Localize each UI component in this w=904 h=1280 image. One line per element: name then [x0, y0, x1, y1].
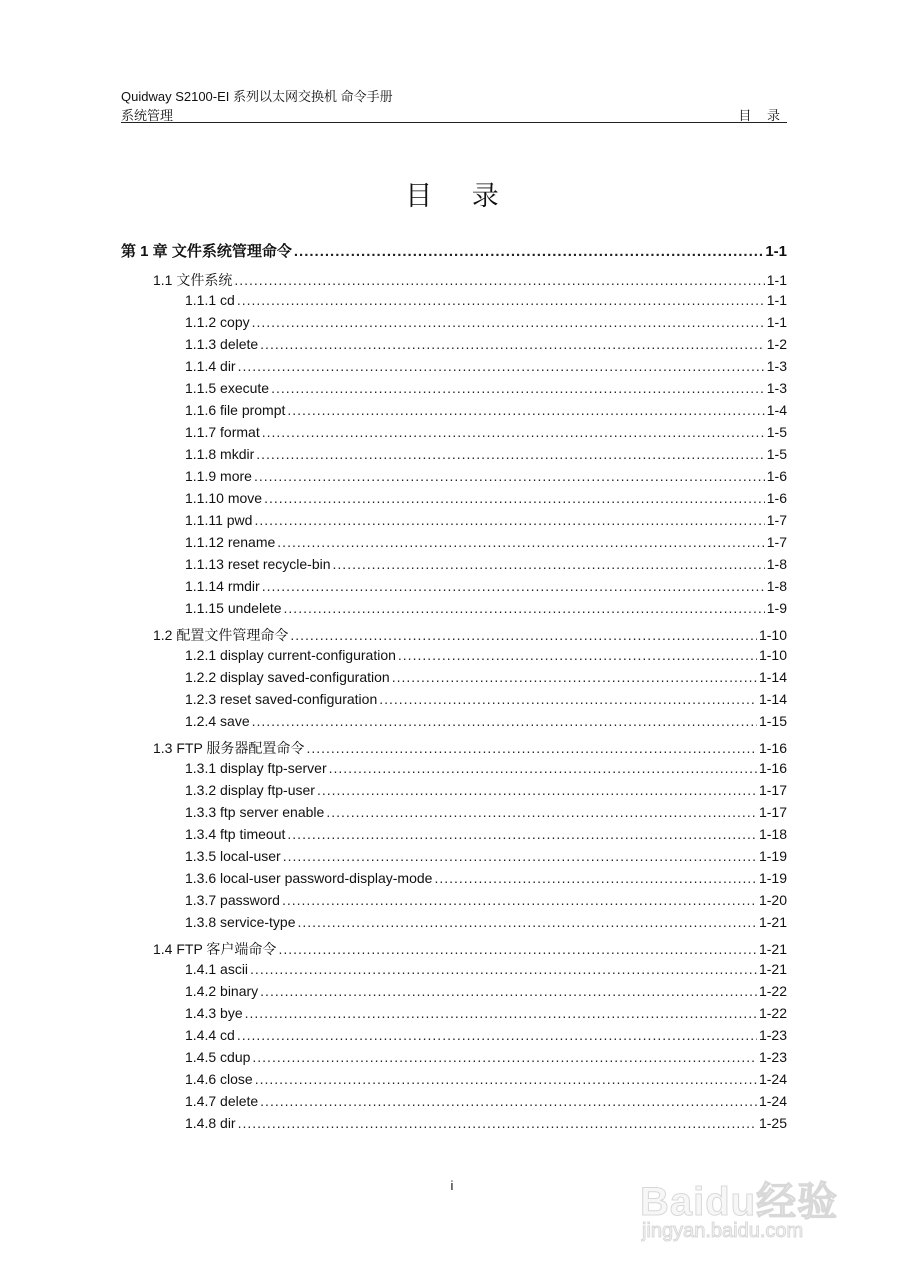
toc-leader-dots [238, 1115, 757, 1131]
toc-entry[interactable] [185, 490, 787, 506]
toc-entry-label: 1.1.8 mkdir [185, 446, 255, 462]
toc-entry[interactable] [185, 961, 787, 977]
toc-leader-dots [434, 870, 757, 886]
toc-leader-dots [392, 669, 757, 685]
toc-entry-label: 1.1.2 copy [185, 314, 250, 330]
toc-leader-dots [237, 1027, 757, 1043]
toc-entry[interactable] [185, 647, 787, 663]
toc-leader-dots [256, 446, 765, 462]
toc-entry-page: 1-20 [758, 892, 787, 908]
toc-leader-dots [298, 914, 757, 930]
toc-entry[interactable] [153, 270, 787, 290]
toc-entry[interactable] [185, 314, 787, 330]
toc-entry[interactable] [185, 468, 787, 484]
toc-entry-label: 1.1 文件系统 [153, 272, 233, 288]
toc-entry[interactable] [121, 240, 787, 261]
toc-entry[interactable] [185, 358, 787, 374]
header-section: 系统管理 [121, 108, 174, 123]
toc-entry-label: 1.3.5 local-user [185, 848, 281, 864]
toc-entry[interactable] [185, 713, 787, 729]
toc-entry-label: 1.1.10 move [185, 490, 263, 506]
toc-leader-dots [252, 1049, 757, 1065]
toc-entry[interactable] [185, 983, 787, 999]
toc-leader-dots [329, 760, 757, 776]
toc-entry-page: 1-17 [758, 804, 787, 820]
toc-entry-label: 1.3.6 local-user password-display-mode [185, 870, 433, 886]
toc-entry[interactable] [185, 402, 787, 418]
toc-leader-dots [260, 1093, 757, 1109]
toc-entry-page: 1-14 [758, 691, 787, 707]
toc-entry-page: 1-16 [758, 740, 787, 756]
toc-entry-label: 1.3.1 display ftp-server [185, 760, 327, 776]
toc-entry[interactable] [185, 1005, 787, 1021]
toc-entry-page: 1-18 [758, 826, 787, 842]
toc-leader-dots [262, 424, 765, 440]
toc-entry-page: 1-9 [766, 600, 787, 616]
toc-entry[interactable] [153, 738, 787, 758]
toc-entry-label: 1.1.6 file prompt [185, 402, 286, 418]
toc-entry-page: 1-19 [758, 848, 787, 864]
toc-entry-label: 1.4.2 binary [185, 983, 259, 999]
toc-leader-dots [238, 358, 765, 374]
toc-entry-page: 1-22 [758, 983, 787, 999]
toc-entry-page: 1-3 [766, 358, 787, 374]
toc-leader-dots [254, 468, 765, 484]
toc-entry[interactable] [185, 380, 787, 396]
toc-entry[interactable] [185, 578, 787, 594]
toc-entry[interactable] [185, 292, 787, 308]
toc-entry-label: 1.1.12 rename [185, 534, 276, 550]
toc-entry-label: 1.4.3 bye [185, 1005, 243, 1021]
toc-leader-dots [294, 243, 763, 260]
toc-entry[interactable] [185, 804, 787, 820]
toc-leader-dots [252, 314, 765, 330]
toc-entry-page: 1-7 [766, 512, 787, 528]
toc-entry[interactable] [185, 669, 787, 685]
toc-entry[interactable] [185, 1093, 787, 1109]
toc-entry-page: 1-23 [758, 1027, 787, 1043]
toc-entry-page: 1-6 [766, 490, 787, 506]
toc-entry-page: 1-21 [758, 961, 787, 977]
toc-leader-dots [264, 490, 765, 506]
toc-entry-label: 1.1.9 more [185, 468, 252, 484]
toc-entry-label: 1.1.14 rmdir [185, 578, 260, 594]
toc-entry-label: 1.1.1 cd [185, 292, 235, 308]
toc-entry[interactable] [185, 848, 787, 864]
toc-entry-page: 1-8 [766, 556, 787, 572]
toc-leader-dots [278, 941, 757, 957]
toc-entry-page: 1-19 [758, 870, 787, 886]
toc-entry-label: 1.2.3 reset saved-configuration [185, 691, 378, 707]
toc-entry[interactable] [185, 1049, 787, 1065]
toc-entry-page: 1-24 [758, 1071, 787, 1087]
toc-entry-page: 1-10 [758, 627, 787, 643]
toc-entry-page: 1-5 [766, 424, 787, 440]
toc-leader-dots [260, 983, 757, 999]
toc-entry-page: 1-5 [766, 446, 787, 462]
toc-entry-page: 1-25 [758, 1115, 787, 1131]
toc-entry[interactable] [185, 534, 787, 550]
toc-entry-page: 1-14 [758, 669, 787, 685]
toc-leader-dots [254, 512, 764, 528]
toc-leader-dots [290, 627, 757, 643]
toc-entry-label: 1.4.5 cdup [185, 1049, 251, 1065]
toc-entry-page: 1-4 [766, 402, 787, 418]
toc-leader-dots [260, 336, 765, 352]
toc-entry-page: 1-6 [766, 468, 787, 484]
toc-entry[interactable] [185, 1027, 787, 1043]
toc-entry-label: 第 1 章 文件系统管理命令 [121, 243, 292, 260]
toc-entry[interactable] [185, 336, 787, 352]
header-chapter: 目 录 [738, 108, 786, 123]
toc-entry-label: 1.3.7 password [185, 892, 280, 908]
toc-leader-dots [379, 691, 757, 707]
toc-entry[interactable] [185, 892, 787, 908]
toc-entry-page: 1-21 [758, 914, 787, 930]
toc-entry-page: 1-1 [766, 314, 787, 330]
toc-leader-dots [245, 1005, 757, 1021]
toc-entry-label: 1.2 配置文件管理命令 [153, 627, 289, 643]
header-manual-title: Quidway S2100-EI 系列以太网交换机 命令手册 [121, 89, 393, 104]
toc-leader-dots [252, 713, 757, 729]
toc-leader-dots [287, 826, 757, 842]
toc-entry-label: 1.1.15 undelete [185, 600, 282, 616]
toc-leader-dots [283, 848, 757, 864]
toc-entry[interactable] [185, 1071, 787, 1087]
toc-entry-page: 1-1 [765, 243, 787, 260]
toc-entry-label: 1.2.1 display current-configuration [185, 647, 396, 663]
toc-entry[interactable] [153, 625, 787, 645]
toc-entry-label: 1.1.3 delete [185, 336, 259, 352]
toc-leader-dots [234, 272, 764, 288]
toc-entry-label: 1.3 FTP 服务器配置命令 [153, 740, 305, 756]
toc-entry-label: 1.1.4 dir [185, 358, 236, 374]
toc-leader-dots [306, 740, 757, 756]
toc-leader-dots [255, 1071, 757, 1087]
toc-entry[interactable] [185, 826, 787, 842]
page-title: 目 录 [405, 181, 515, 211]
toc-entry-label: 1.4.1 ascii [185, 961, 249, 977]
toc-entry-page: 1-23 [758, 1049, 787, 1065]
toc-entry-page: 1-2 [766, 336, 787, 352]
toc-entry-label: 1.1.13 reset recycle-bin [185, 556, 331, 572]
toc-leader-dots [237, 292, 765, 308]
toc-entry-page: 1-22 [758, 1005, 787, 1021]
toc-entry-page: 1-3 [766, 380, 787, 396]
toc-leader-dots [317, 782, 757, 798]
toc-entry-page: 1-21 [758, 941, 787, 957]
toc-entry[interactable] [185, 446, 787, 462]
toc-entry-page: 1-1 [766, 292, 787, 308]
toc-entry-label: 1.1.11 pwd [185, 512, 253, 528]
toc-entry-label: 1.1.5 execute [185, 380, 270, 396]
toc-entry[interactable] [185, 600, 787, 616]
toc-entry-label: 1.3.4 ftp timeout [185, 826, 286, 842]
toc-entry[interactable] [185, 760, 787, 776]
toc-entry-page: 1-1 [766, 272, 787, 288]
toc-entry-page: 1-24 [758, 1093, 787, 1109]
toc-entry[interactable] [185, 556, 787, 572]
toc-entry-page: 1-8 [766, 578, 787, 594]
toc-entry-label: 1.1.7 format [185, 424, 260, 440]
toc-leader-dots [284, 600, 765, 616]
header-divider [121, 122, 787, 123]
toc-entry-label: 1.4 FTP 客户端命令 [153, 941, 277, 957]
toc-entry-page: 1-15 [758, 713, 787, 729]
toc-entry-page: 1-17 [758, 782, 787, 798]
toc-entry-page: 1-10 [758, 647, 787, 663]
toc-entry-label: 1.3.3 ftp server enable [185, 804, 325, 820]
toc-entry[interactable] [153, 939, 787, 959]
page-number: i [450, 1178, 454, 1193]
toc-entry-label: 1.4.8 dir [185, 1115, 236, 1131]
toc-entry-label: 1.3.8 service-type [185, 914, 296, 930]
toc-leader-dots [250, 961, 757, 977]
toc-entry-label: 1.4.7 delete [185, 1093, 259, 1109]
toc-entry-label: 1.4.6 close [185, 1071, 253, 1087]
watermark-url: jingyan.baidu.com [642, 1220, 804, 1242]
toc-entry[interactable] [185, 691, 787, 707]
toc-leader-dots [398, 647, 757, 663]
toc-entry[interactable] [185, 782, 787, 798]
toc-entry[interactable] [185, 1115, 787, 1131]
toc-leader-dots [333, 556, 765, 572]
toc-entry[interactable] [185, 870, 787, 886]
toc-entry[interactable] [185, 914, 787, 930]
baidu-watermark [640, 1150, 860, 1250]
toc-entry-label: 1.4.4 cd [185, 1027, 235, 1043]
toc-entry-page: 1-7 [766, 534, 787, 550]
toc-entry-page: 1-16 [758, 760, 787, 776]
toc-entry-label: 1.3.2 display ftp-user [185, 782, 315, 798]
toc-entry-label: 1.2.2 display saved-configuration [185, 669, 390, 685]
toc-leader-dots [326, 804, 757, 820]
toc-entry-label: 1.2.4 save [185, 713, 250, 729]
toc-leader-dots [282, 892, 757, 908]
toc-entry[interactable] [185, 512, 787, 528]
toc-leader-dots [277, 534, 764, 550]
watermark-brand: Baidu经验 [640, 1180, 839, 1224]
toc-leader-dots [271, 380, 765, 396]
toc-entry[interactable] [185, 424, 787, 440]
toc-leader-dots [287, 402, 764, 418]
toc-leader-dots [262, 578, 765, 594]
